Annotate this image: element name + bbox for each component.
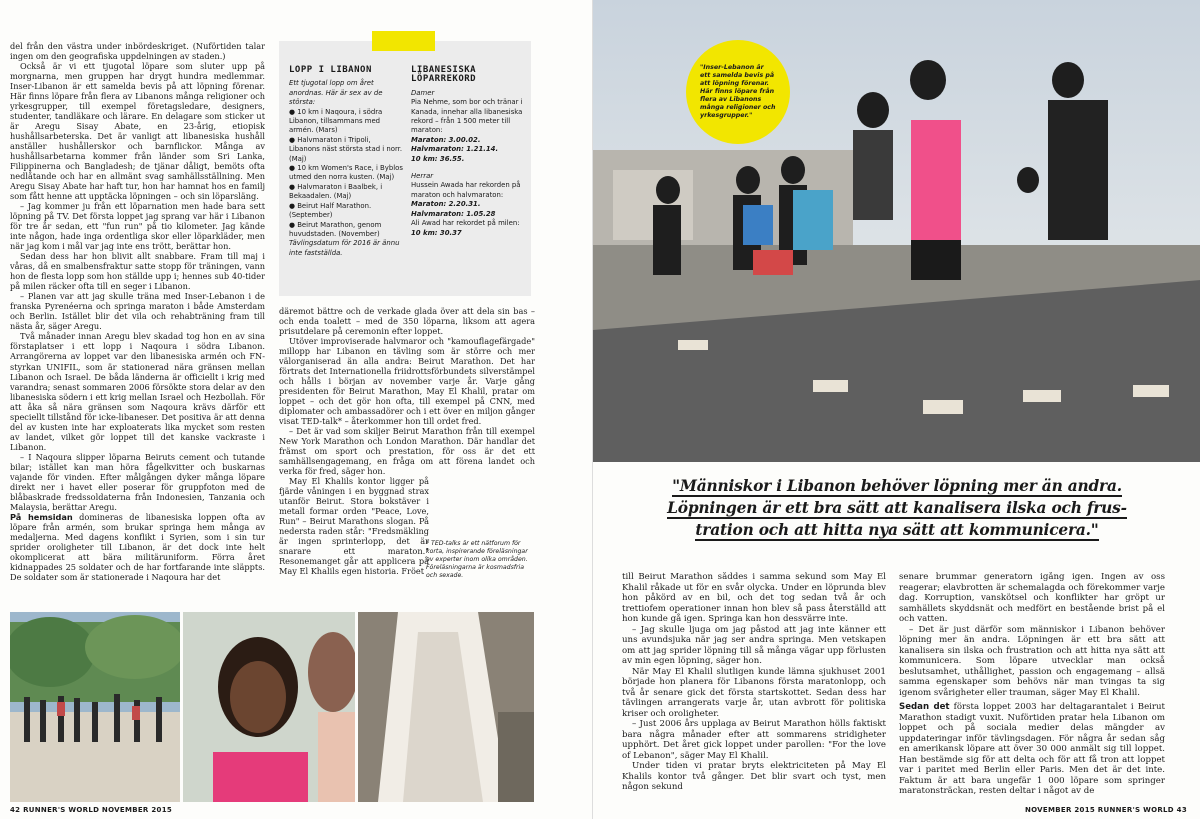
right-article-column-2	[899, 572, 1165, 800]
paragraph: – I Naqoura slipper löparna Beiruts cement och tutande bilar; istället kan man höra fågelkvitter och buskarnas vajande för vinden. Efter målgången dyker många löpare direkt ner i havet eller poserar för gruppfoton med de blåbaskrade fredssoldaterna från Indonesien, Tanzania och Malaysia, berättar Aregu.	[10, 451, 265, 512]
paragraph: – Det är vad som skiljer Beirut Marathon från till exempel New York Marathon och London Marathon. Där handlar det främst om sport och prestation, för oss är det ett samhällsengagemang, en fråga om att förena landet och verka för fred, säger hon.	[279, 426, 535, 477]
paragraph: Två månader innan Aregu blev skadad tog hon en av sina förstaplatser i ett lopp i Naqoura i södra Libanon. Arrangörerna av loppet var den libanesiska armén och FN-styrkan UNIFIL, som är stationerad nära gränsen mellan Libanon och Israel. De båda länderna är officiellt i krig med varandra; senast sommaren 2006 försökte stora delar av den libanesiska södern i ett krig mellan Israel och Hezbollah. För att åka så nära gränsen som Naqoura krävs därför ett speciellt tillstånd för icke-libaneser. Det positiva är att denna del av kusten inte har exploaterats lika mycket som resten av landet, vilket gör loppet till det kanske vackraste i Libanon.	[10, 331, 265, 452]
race-item: ● Beirut Marathon, genom huvudstaden. (November)	[289, 220, 382, 238]
records-men-text: Hussein Awada har rekorden på maraton och halvmaraton:	[411, 181, 521, 199]
photo-dress-detail	[358, 612, 534, 802]
right-article-column-1	[622, 572, 886, 800]
paragraph: Också är vi ett tjugotal löpare som sluter upp på morgnarna, men gruppen har drygt hundra medlemmar. Inser-Libanon är ett samelda bevis på att löpning förenar. Här finns löpare från flera av Libanons många religioner och yrkesgrupper, till exempel företagsledare, designers, studenter, tandläkare och lärare. En delagare som sticker ut är Aregu Sisay Abate, en 23-årig, etiopisk hushållsarbeterska. Det är vanligt att libanesiska hushåll anställer hushållerskor och barnflickor. Många av hushållsarbetarna kommer från länder som Sri Lanka, Filippinerna och Bangladesh; de tjänar dåligt, bemöts ofta nedlåtande och har en allmänt svag samhällsställning. Men Aregu Sisay Abate har haft tur, hon har hamnat hos en familj som fått henne att upptäcka löpningen – och sin löparsläng.	[10, 61, 265, 202]
records-men-note: Ali Awad har rekordet på milen:	[411, 219, 520, 228]
left-page	[0, 0, 592, 819]
photo-runners-group	[10, 612, 180, 802]
race-item: ● 10 km Women's Race, i Byblos utmed den norra kusten. (Maj)	[289, 164, 403, 182]
quote-bubble	[686, 40, 790, 144]
fact-box-races	[289, 66, 403, 258]
paragraph: till Beirut Marathon såddes i samma sekund som May El Khalil råkade ut för en svår olycka. Under en löprunda blev hon påkörd av en bil, och det tog sedan två år och trettiofem operationer innan hon blev så pass återställd att hon kunde gå igen. Springa kan hon dessvärre inte.	[622, 572, 886, 624]
paragraph: – Planen var att jag skulle träna med Inser-Lebanon i de franska Pyrenéerna och springa maraton i både Amsterdam och Berlin. Istället blir det vila och rehabträning fram till nästa år, säger Aregu.	[10, 291, 265, 332]
paragraph-lead	[899, 702, 1165, 797]
paragraph: – Just 2006 års upplaga av Beirut Marathon hölls faktiskt bara några månader efter att sommarens stridigheter upphört. Det året gick loppet under parollen: "For the love of Lebanon", säger May El Khalil.	[622, 719, 886, 761]
footnote: * TED-talks är ett nätforum för korta, inspirerande föreläsningar av experter inom olika områden. Föreläsningarna är kosmadsfria och sexade.	[426, 540, 528, 579]
lead-in: Sedan det	[899, 702, 950, 712]
paragraph: Sedan dess har hon blivit allt snabbare. Fram till maj i våras, då en smalbensfraktur satte stopp för träningen, vann hon de flesta lopp som hon ställde upp i; hennes sub 40-tider på milen räcker ofta till en seger i Libanon.	[10, 251, 265, 292]
left-article-column-1	[10, 41, 265, 601]
paragraph: del från den västra under inbördeskriget. (Nuförtiden talar ingen om den geografiska uppdelningen av staden.)	[10, 41, 265, 62]
race-item: ● Halvmaraton i Tripoli, Libanons näst största stad i norr. (Maj)	[289, 135, 403, 163]
right-page	[592, 0, 1200, 819]
fact-box-title: LIBANESISKA LÖPARREKORD	[411, 65, 477, 85]
paragraph: däremot bättre och de verkade glada över att dela sin bas – och enda toalett – med de 350 löparna, liksom att agera prisutdelare på ceremonin efter loppet.	[279, 306, 535, 337]
paragraph: Utöver improviserade halvmaror och "kamouflagefärgade" millopp har Libanon en tävling som är större och mer välorganiserad än alla andra: Beirut Marathon. Det har förtrats det Internationella friidrottsförbundets silverstämpel och hålls i början av november varje år. Varje gång presidenten för Beirut Marathon, May El Khalil, pratar om loppet – och det gör hon ofta, till exempel på CNN, med diplomater och ambassadörer och i ett över en miljon gånger visat TED-talk* – återkommer hon till ordet fred.	[279, 336, 535, 427]
race-item: ● Beirut Half Marathon. (September)	[289, 201, 372, 220]
record-value: 10 km: 36.55.	[411, 154, 465, 163]
pull-quote-line: "Människor i Libanon behöver löpning mer än andra.	[672, 477, 1122, 495]
fact-box-note: Tävlingsdatum för 2016 är ännu inte fastställda.	[289, 239, 400, 257]
pull-quote-line: tration och att hitta nya sätt att kommunicera."	[695, 521, 1099, 539]
record-value: Halvmaraton: 1.05.28	[411, 209, 496, 218]
paragraph: – Jag skulle ljuga om jag påstod att jag inte känner ett uns avundsjuka när jag ser andra springa. Men vetskapen om att jag sprider löpning till så många vägar upp förlusten av min egen löpning, säger hon.	[622, 624, 886, 666]
paragraph: senare brummar generatorn igång igen. Ingen av oss reagerar; elavbrotten är schemalagda och förekommer varje dag. Korruption, vanskötsel och konflikter har gröpt ur samhällets skyddsnät och medfört en bestående brist på el och vatten.	[899, 572, 1165, 624]
photo-runner-portrait	[183, 612, 355, 802]
record-value: Maraton: 2.20.31.	[411, 200, 481, 209]
bubble-quote: "Inser-Lebanon är ett samelda bevis på att löpning förenar. Här finns löpare från flera av Libanons många religioner och yrkesgrupper."	[700, 64, 776, 119]
paragraph-lead	[10, 512, 265, 582]
records-women-label: Damer	[411, 88, 435, 97]
paragraph: – Jag kommer ju från ett löparnation men hade bara sett löpning på TV. Det första loppet jag sprang var här i Libanon för tre år sedan, ett "fun run" på tio kilometer. Jag kände inte någon, hade inga ordentliga skor eller löparkläder, men när jag kom i mål var jag inte ens trött, berättar hon.	[10, 201, 265, 252]
paragraph: Under tiden vi pratar bryts elektriciteten på May El Khalils kontor två gånger. Det blir svart och tyst, men någon sekund	[622, 761, 886, 792]
photo-runners-race	[593, 0, 1200, 462]
page-folio: NOVEMBER 2015 RUNNER'S WORLD 43	[1024, 806, 1187, 814]
paragraph: – Det är just därför som människor i Libanon behöver löpning mer än andra. Löpningen är ett bra sätt att kanalisera sin ilska och frustration och att hitta nya sätt att kommunicera. Som löpare utvecklar man också beslutsamhet, uthållighet, passion och engagemang – allsä samma egenskaper som behövs när man tvingas ta sig igenom svårigheter eller trauman, säger May El Khalil.	[899, 624, 1165, 698]
fact-box-title: LOPP I LIBANON	[289, 65, 372, 75]
pull-quote	[623, 475, 1171, 541]
fact-box-tab	[372, 31, 435, 51]
records-men-label: Herrar	[411, 172, 434, 181]
race-item: ● Halvmaraton i Baalbek, i Bekaadalen. (Maj)	[289, 182, 383, 201]
records-women-text: Pia Nehme, som bor och tränar i Kanada, innehar alla libanesiska rekord – från 1 500 meter till maraton:	[411, 98, 523, 135]
page-folio: 42 RUNNER'S WORLD NOVEMBER 2015	[10, 806, 173, 814]
lead-in: På hemsidan	[10, 511, 73, 522]
record-value: Halvmaraton: 1.21.14.	[411, 145, 499, 154]
fact-box-records	[411, 66, 525, 238]
paragraph: När May El Khalil slutligen kunde lämna sjukhuset 2001 började hon planera för Libanons första maratonlopp, och två år senare gick det första startskottet. Sedan dess har tävlingen arrangerats varje år, utan avbrott för politiska kriser och oroligheter.	[622, 666, 886, 719]
fact-box	[279, 41, 531, 296]
pull-quote-line: Löpningen är ett bra sätt att kanalisera ilska och frus-	[667, 499, 1127, 517]
record-value: Maraton: 3.00.02.	[411, 135, 481, 144]
lead-in-rest: domineras de libanesiska loppen ofta av löpare från armén, som brukar springa hem många av medaljerna. Med dagens konflikt i Syrien, som i sin tur sprider oroligheter till Libanon, är det dock inte helt okomplicerat att bära militäruniform. Förra året kidnappades 25 soldater och de har fortfarande inte släppts. De soldater som är stationerade i Naqoura har det	[10, 511, 265, 582]
record-value: 10 km: 30.37	[411, 228, 462, 237]
paragraph: May El Khalils kontor ligger på fjärde våningen i en byggnad strax utanför Beirut. Stora bokstäver i metall formar orden "Peace, Love, Run" – Beirut Marathons slogan. På nedersta raden står: "Fredsmäkling är ingen sprinterlopp, det är snarare ett maraton." Resonemanget går att applicera på May El Khalils egen historia. Fröet	[279, 476, 429, 577]
lead-in-rest: första loppet 2003 har deltagarantalet i Beirut Marathon stadigt vuxit. Nuförtiden pratar hela Libanon om loppet och på sociala medier delas mängder av uppdateringar inför tävlingsdagen. För några år sedan såg en amerikansk löpare att över 30 000 anmält sig till loppet. Han bestämde sig för att delta och för att få tron att loppet var i paritet med Berlin eller Paris. Men det är det inte. Faktum är att bara ungefär 1 000 löpare som springer maratonsträckan, resten deltar i något av de	[899, 702, 1165, 796]
fact-box-intro: Ett tjugotal lopp om året anordnas. Här är sex av de största:	[289, 79, 383, 107]
race-item: ● 10 km i Naqoura, i södra Libanon, tillsammans med armén. (Mars)	[289, 107, 383, 135]
